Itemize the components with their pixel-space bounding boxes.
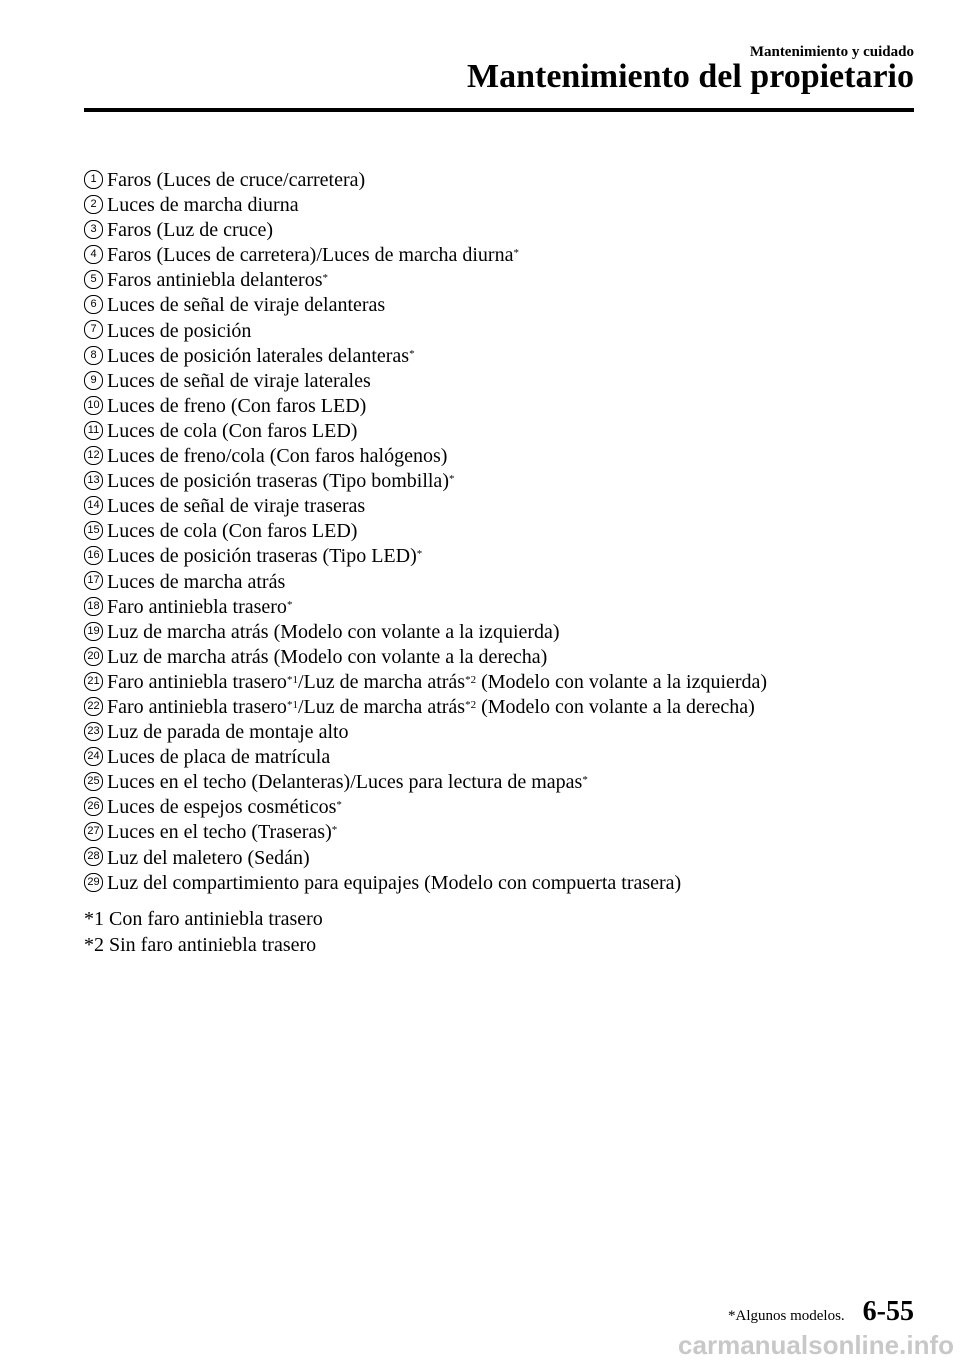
footnote-marker: *2 [465,673,477,686]
list-item [84,595,944,620]
list-item [84,293,944,318]
circled-number-icon: 15 [84,521,103,540]
item-label: Luz de marcha atrás (Modelo con volante a la derecha) [107,645,548,668]
circled-number-icon: 16 [84,546,103,565]
item-label: Luces de cola (Con faros LED) [107,419,358,442]
item-label: Luces de marcha atrás [107,570,286,593]
footnote-marker: *1 [286,698,298,711]
list-item [84,795,944,820]
footnote-marker: * [336,799,342,812]
item-label: Luces de posición laterales delanteras [107,344,410,367]
footnote-marker: * [582,774,588,787]
item-label: Luces de señal de viraje laterales [107,369,371,392]
circled-number-icon: 10 [84,396,103,415]
footnote-marker: *2 [465,698,477,711]
item-label: Luces en el techo (Traseras) [107,821,332,844]
light-list [84,168,944,896]
list-item [84,544,944,569]
circled-number-icon: 1 [84,170,103,189]
circled-number-icon: 28 [84,847,103,866]
footnote-marker: * [331,824,338,837]
page-number: 6-55 [862,1296,914,1327]
list-item [84,645,944,670]
circled-number-icon: 26 [84,797,103,816]
circled-number-icon: 25 [84,772,103,791]
item-label: Luces de posición [107,319,252,342]
list-item [84,745,944,770]
circled-number-icon: 29 [84,873,103,892]
list-item [84,394,944,419]
item-label: /Luz de marcha atrás [297,695,466,718]
circled-number-icon: 24 [84,747,103,766]
footnote-marker: * [286,598,293,611]
section-heading: Mantenimiento y cuidado [749,44,914,60]
item-label: Faros antiniebla delanteros [107,269,323,292]
item-label: /Luz de marcha atrás [297,670,466,693]
item-label: Luces de señal de viraje traseras [107,495,366,518]
list-item [84,670,944,695]
circled-number-icon: 13 [84,471,103,490]
list-item [84,369,944,394]
footnote-2: *2 Sin faro antiniebla trasero [84,934,317,956]
circled-number-icon: 23 [84,722,103,741]
item-label: Luces de placa de matrícula [107,746,331,769]
item-label: Luces de posición traseras (Tipo LED) [107,545,417,568]
list-item [84,243,944,268]
item-label: Luces de posición traseras (Tipo bombilla) [107,470,449,493]
circled-number-icon: 19 [84,622,103,641]
circled-number-icon: 9 [84,371,103,390]
list-item [84,168,944,193]
item-label: Luces de espejos cosméticos [107,796,337,819]
list-item [84,846,944,871]
item-label: Luces de freno/cola (Con faros halógenos) [107,445,448,468]
list-item [84,620,944,645]
item-label: Luz de parada de montaje alto [107,721,349,744]
item-label: (Modelo con volante a la derecha) [476,695,755,718]
list-item [84,193,944,218]
item-label: (Modelo con volante a la izquierda) [476,670,768,693]
list-item [84,469,944,494]
item-label: Luces de señal de viraje delanteras [107,294,386,317]
item-label: Faros (Luces de carretera)/Luces de marcha diurna [107,244,514,267]
footnote-marker: * [409,347,415,360]
circled-number-icon: 12 [84,446,103,465]
item-label: Faro antiniebla trasero [107,695,287,718]
circled-number-icon: 18 [84,597,103,616]
circled-number-icon: 11 [84,421,103,440]
footnote-marker: * [448,473,455,486]
footnote-1: *1 Con faro antiniebla trasero [84,908,323,930]
page-title: Mantenimiento del propietario [467,58,914,95]
list-item [84,871,944,896]
list-item [84,770,944,795]
item-label: Luz del maletero (Sedán) [107,846,310,869]
list-item [84,570,944,595]
list-item [84,494,944,519]
item-label: Faro antiniebla trasero [107,670,287,693]
footnotes [84,906,323,958]
item-label: Luces de freno (Con faros LED) [107,394,367,417]
list-item [84,268,944,293]
circled-number-icon: 2 [84,195,103,214]
circled-number-icon: 17 [84,571,103,590]
item-label: Luces de cola (Con faros LED) [107,520,358,543]
list-item [84,695,944,720]
footnote-marker: * [322,272,328,285]
item-label: Luz del compartimiento para equipajes (Modelo con compuerta trasera) [107,871,682,894]
circled-number-icon: 7 [84,320,103,339]
circled-number-icon: 5 [84,270,103,289]
list-item [84,218,944,243]
circled-number-icon: 21 [84,672,103,691]
page-footer [728,1296,914,1328]
footnote-marker: * [513,247,519,260]
circled-number-icon: 4 [84,245,103,264]
list-item [84,344,944,369]
footnote-marker: *1 [286,673,298,686]
circled-number-icon: 14 [84,496,103,515]
circled-number-icon: 22 [84,697,103,716]
header-rule [84,108,914,112]
circled-number-icon: 20 [84,647,103,666]
footer-note: *Algunos modelos. [728,1308,845,1324]
circled-number-icon: 3 [84,220,103,239]
list-item [84,419,944,444]
footnote-marker: * [416,548,423,561]
item-label: Faros (Luz de cruce) [107,219,274,242]
list-item [84,444,944,469]
item-label: Faros (Luces de cruce/carretera) [107,169,366,191]
watermark: carmanualsonline.info [678,1330,954,1360]
item-label: Luces de marcha diurna [107,194,299,217]
list-item [84,519,944,544]
list-item [84,820,944,845]
circled-number-icon: 6 [84,295,103,314]
circled-number-icon: 8 [84,346,103,365]
item-label: Luz de marcha atrás (Modelo con volante a la izquierda) [107,620,560,643]
item-label: Luces en el techo (Delanteras)/Luces para lectura de mapas [107,771,583,794]
list-item [84,720,944,745]
circled-number-icon: 27 [84,822,103,841]
list-item [84,319,944,344]
item-label: Faro antiniebla trasero [107,595,287,618]
